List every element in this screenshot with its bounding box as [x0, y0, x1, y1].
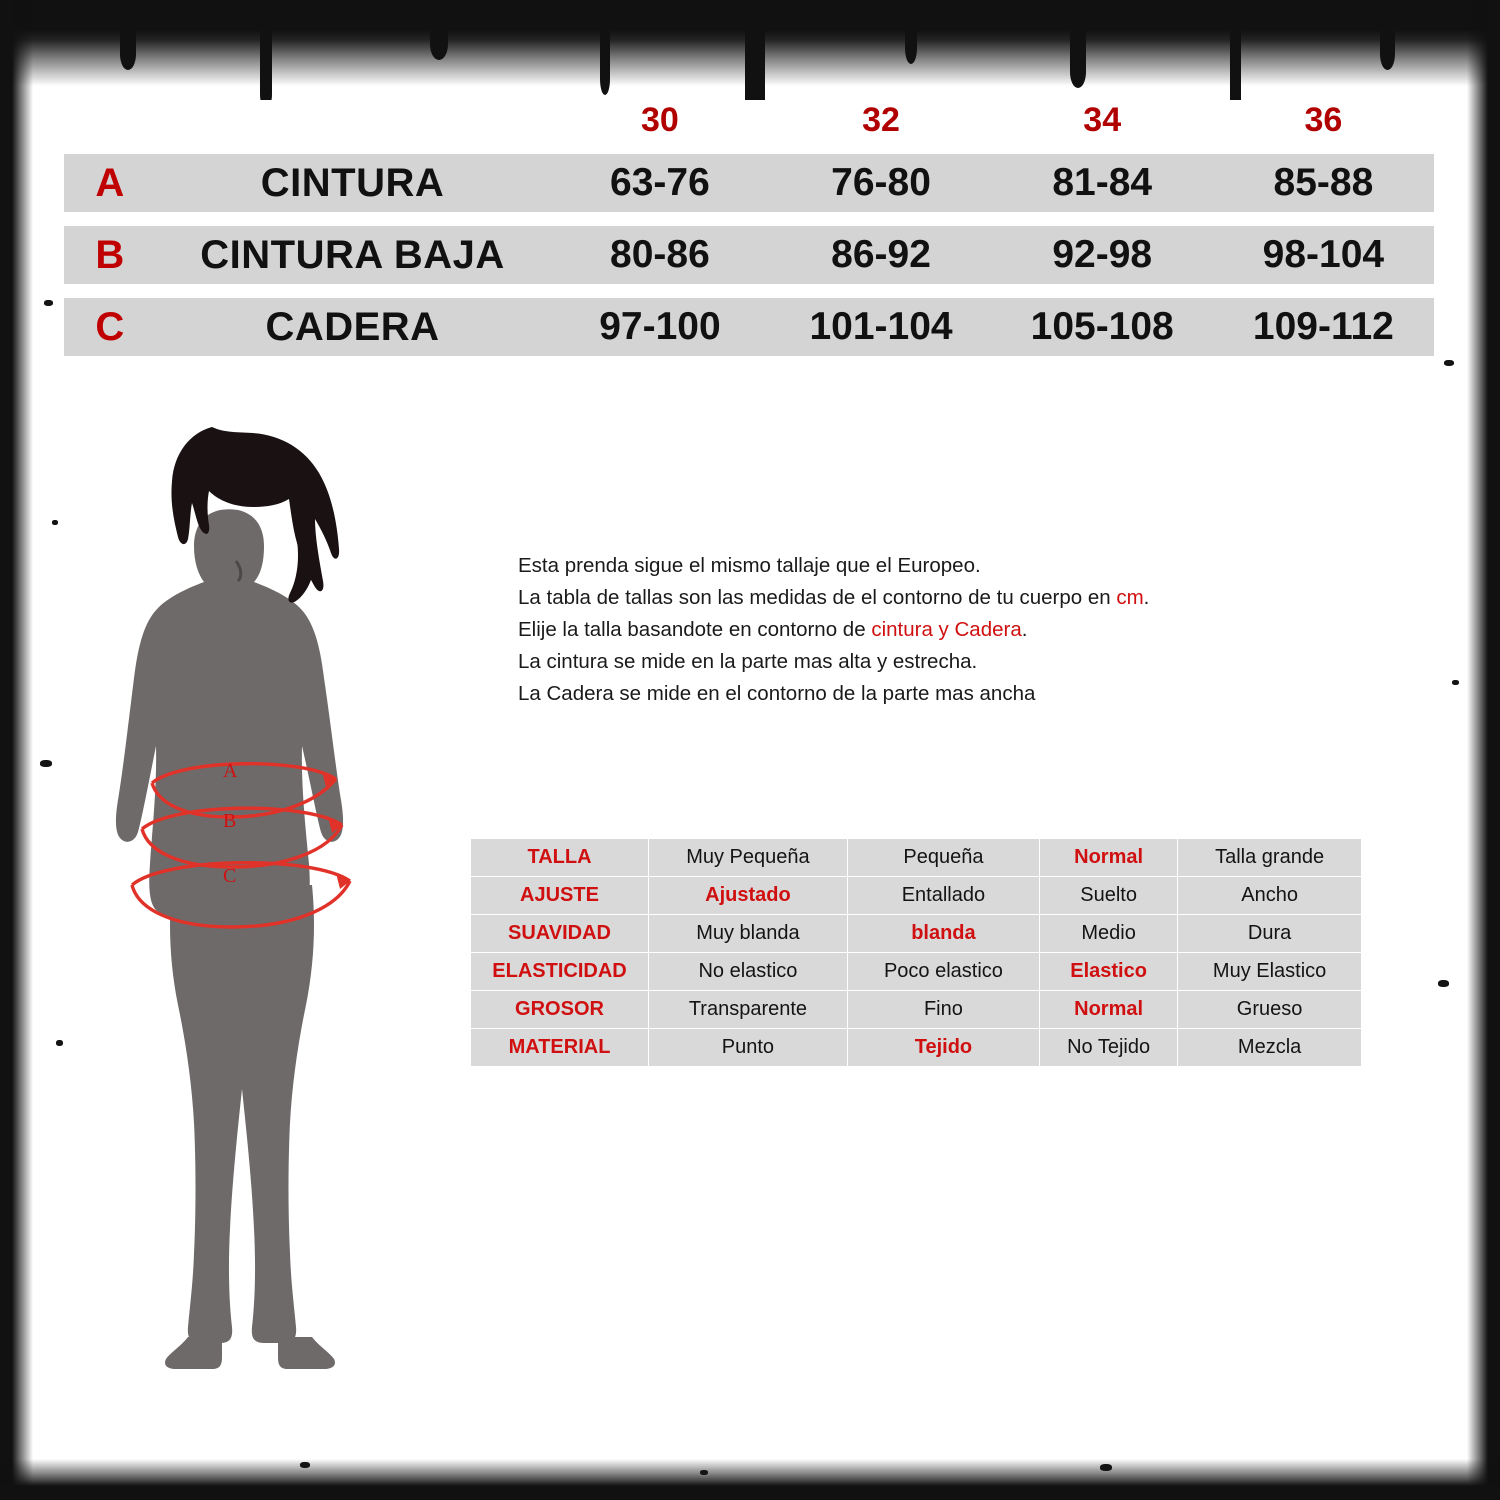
note-line-3-highlight: cintura y Cadera: [871, 618, 1022, 641]
note-line-3-post: .: [1021, 618, 1028, 641]
size-chart-header-row: [64, 100, 1434, 140]
row-name-cintura: CINTURA: [156, 154, 550, 212]
cell-cintura-32: 76-80: [770, 154, 991, 212]
paint-drip: [120, 0, 136, 70]
attr-grosor-3: Grueso: [1178, 991, 1362, 1029]
size-header-34: 34: [992, 100, 1213, 140]
size-chart-table: [64, 86, 1434, 370]
cell-cintura-baja-36: 98-104: [1213, 226, 1434, 284]
row-name-cadera: CADERA: [156, 298, 550, 356]
attr-grosor-0: Transparente: [649, 991, 848, 1029]
attr-elasticidad-2: Elastico: [1040, 953, 1178, 991]
note-line-4: La cintura se mide en la parte mas alta y estrecha.: [518, 650, 978, 673]
grunge-speck: [1100, 1464, 1112, 1471]
note-line-1: Esta prenda sigue el mismo tallaje que el Europeo.: [518, 554, 981, 577]
attr-talla-1: Pequeña: [847, 839, 1039, 877]
grunge-speck: [40, 760, 52, 767]
size-header-32: 32: [770, 100, 991, 140]
note-line-2-highlight: cm: [1116, 586, 1144, 609]
row-letter-b: B: [64, 226, 156, 284]
table-row: [471, 953, 1362, 991]
measure-label-c: C: [223, 865, 237, 887]
row-letter-c: C: [64, 298, 156, 356]
note-line-3: [518, 614, 1208, 646]
attr-talla-0: Muy Pequeña: [649, 839, 848, 877]
attr-ajuste-1: Entallado: [847, 877, 1039, 915]
size-header-36: 36: [1213, 100, 1434, 140]
size-header-30: 30: [549, 100, 770, 140]
attr-material-2: No Tejido: [1040, 1029, 1178, 1067]
grunge-speck: [52, 520, 58, 525]
attr-suavidad-3: Dura: [1178, 915, 1362, 953]
attr-suavidad-0: Muy blanda: [649, 915, 848, 953]
cell-cintura-baja-30: 80-86: [549, 226, 770, 284]
attr-head-ajuste: AJUSTE: [471, 877, 649, 915]
grunge-border-right: [1466, 0, 1500, 1500]
grunge-speck: [700, 1470, 708, 1475]
table-row: [471, 877, 1362, 915]
attr-suavidad-1: blanda: [847, 915, 1039, 953]
attr-grosor-1: Fino: [847, 991, 1039, 1029]
table-row: [471, 1029, 1362, 1067]
row-letter-a: A: [64, 154, 156, 212]
attr-head-elasticidad: ELASTICIDAD: [471, 953, 649, 991]
attr-grosor-2: Normal: [1040, 991, 1178, 1029]
grunge-speck: [44, 300, 53, 306]
note-line-5: La Cadera se mide en el contorno de la parte mas ancha: [518, 682, 1036, 705]
attr-ajuste-3: Ancho: [1178, 877, 1362, 915]
cell-cadera-32: 101-104: [770, 298, 991, 356]
paint-drip: [600, 0, 610, 95]
note-line-2: [518, 582, 1208, 614]
attr-suavidad-2: Medio: [1040, 915, 1178, 953]
grunge-border-bottom: [0, 1458, 1500, 1500]
grunge-border-left: [0, 0, 34, 1500]
cell-cintura-baja-34: 92-98: [992, 226, 1213, 284]
header-blank-letter: [64, 100, 156, 140]
cell-cadera-36: 109-112: [1213, 298, 1434, 356]
cell-cintura-baja-32: 86-92: [770, 226, 991, 284]
note-line-2-pre: La tabla de tallas son las medidas de el contorno de tu cuerpo en: [518, 586, 1117, 609]
attr-ajuste-2: Suelto: [1040, 877, 1178, 915]
cell-cadera-34: 105-108: [992, 298, 1213, 356]
measure-label-a: A: [223, 760, 238, 782]
paint-drip: [430, 0, 448, 60]
table-row: [64, 226, 1434, 284]
attr-elasticidad-3: Muy Elastico: [1178, 953, 1362, 991]
body-silhouette-svg: [60, 415, 440, 1445]
attr-elasticidad-1: Poco elastico: [847, 953, 1039, 991]
grunge-speck: [1452, 680, 1459, 685]
garment-attributes-table: [470, 838, 1362, 1067]
attr-material-1: Tejido: [847, 1029, 1039, 1067]
grunge-speck: [1444, 360, 1454, 366]
attr-head-material: MATERIAL: [471, 1029, 649, 1067]
attr-material-3: Mezcla: [1178, 1029, 1362, 1067]
paint-drip: [905, 0, 917, 64]
attr-material-0: Punto: [649, 1029, 848, 1067]
attr-head-grosor: GROSOR: [471, 991, 649, 1029]
attr-talla-2: Normal: [1040, 839, 1178, 877]
cell-cintura-30: 63-76: [549, 154, 770, 212]
cell-cintura-34: 81-84: [992, 154, 1213, 212]
header-blank-name: [156, 100, 550, 140]
paint-drip: [1380, 0, 1395, 70]
table-row: [471, 991, 1362, 1029]
note-line-3-pre: Elije la talla basandote en contorno de: [518, 618, 872, 641]
female-body-diagram: [60, 415, 440, 1445]
attr-head-talla: TALLA: [471, 839, 649, 877]
table-row: [64, 154, 1434, 212]
measurement-notes: [518, 550, 1208, 710]
paint-drip: [1070, 0, 1086, 88]
attr-talla-3: Talla grande: [1178, 839, 1362, 877]
table-row: [471, 915, 1362, 953]
attr-elasticidad-0: No elastico: [649, 953, 848, 991]
cell-cadera-30: 97-100: [549, 298, 770, 356]
table-row: [64, 298, 1434, 356]
row-name-cintura-baja: CINTURA BAJA: [156, 226, 550, 284]
table-row: [471, 839, 1362, 877]
note-line-2-post: .: [1143, 586, 1150, 609]
attr-ajuste-0: Ajustado: [649, 877, 848, 915]
body-shape: [116, 509, 343, 1369]
measure-label-b: B: [223, 810, 237, 832]
cell-cintura-36: 85-88: [1213, 154, 1434, 212]
grunge-speck: [1438, 980, 1449, 987]
attr-head-suavidad: SUAVIDAD: [471, 915, 649, 953]
grunge-speck: [300, 1462, 310, 1468]
